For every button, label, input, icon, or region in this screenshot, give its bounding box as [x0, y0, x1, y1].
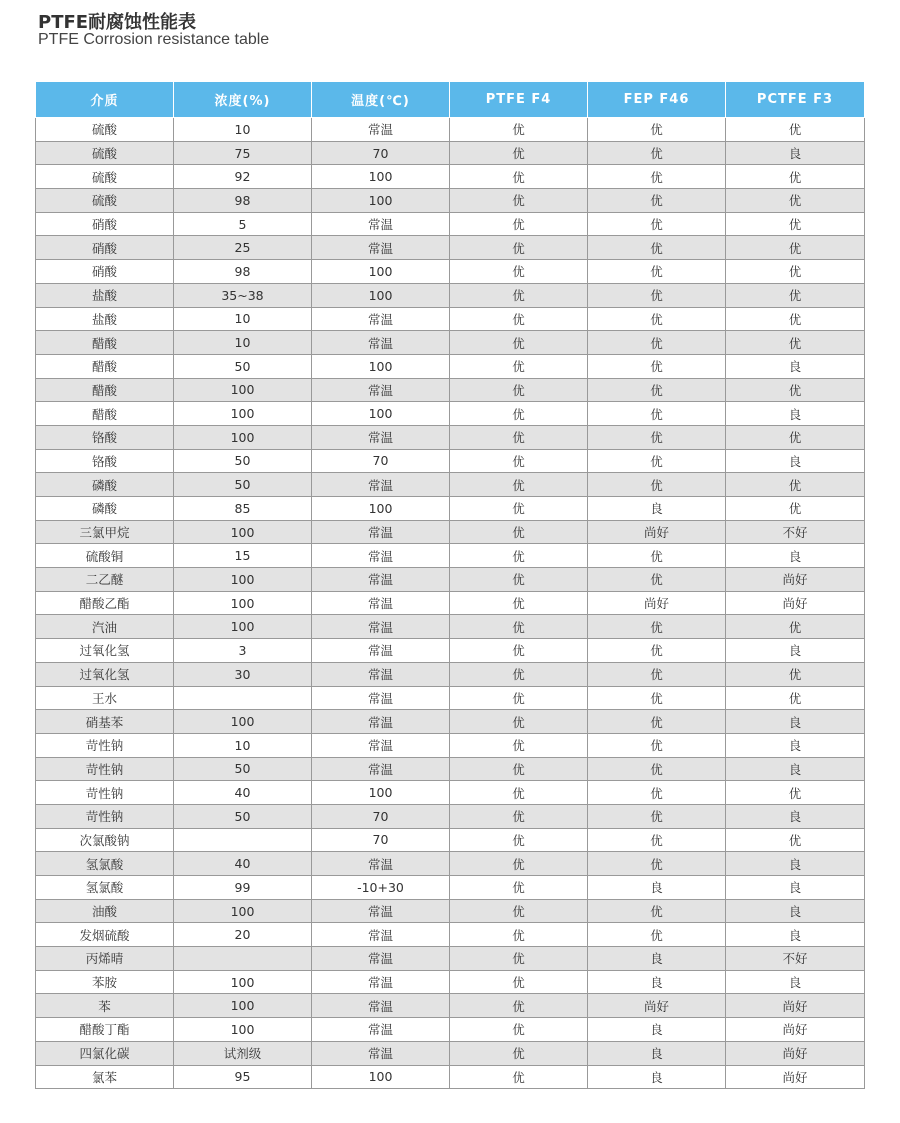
table-row — [36, 947, 865, 971]
cell-fep-f46: 优 — [588, 852, 726, 876]
cell-concentration: 40 — [174, 781, 312, 805]
cell-ptfe-f4: 优 — [450, 615, 588, 639]
cell-ptfe-f4: 优 — [450, 354, 588, 378]
cell-ptfe-f4: 优 — [450, 212, 588, 236]
cell-ptfe-f4: 优 — [450, 520, 588, 544]
cell-ptfe-f4: 优 — [450, 544, 588, 568]
cell-pctfe-f3: 良 — [726, 544, 865, 568]
cell-pctfe-f3: 良 — [726, 804, 865, 828]
cell-concentration: 85 — [174, 497, 312, 521]
cell-ptfe-f4: 优 — [450, 449, 588, 473]
cell-temperature: 常温 — [312, 236, 450, 260]
cell-temperature: 常温 — [312, 1018, 450, 1042]
cell-medium: 发烟硫酸 — [36, 923, 174, 947]
header-concentration: 浓度(%) — [174, 82, 312, 118]
cell-pctfe-f3: 尚好 — [726, 568, 865, 592]
cell-concentration — [174, 828, 312, 852]
cell-pctfe-f3: 优 — [726, 615, 865, 639]
cell-pctfe-f3: 优 — [726, 165, 865, 189]
cell-temperature: 常温 — [312, 923, 450, 947]
cell-ptfe-f4: 优 — [450, 710, 588, 734]
cell-temperature: -10+30 — [312, 876, 450, 900]
cell-temperature: 常温 — [312, 733, 450, 757]
cell-temperature: 常温 — [312, 994, 450, 1018]
cell-ptfe-f4: 优 — [450, 852, 588, 876]
cell-ptfe-f4: 优 — [450, 118, 588, 142]
cell-ptfe-f4: 优 — [450, 497, 588, 521]
cell-medium: 醋酸丁酯 — [36, 1018, 174, 1042]
cell-concentration: 100 — [174, 378, 312, 402]
cell-pctfe-f3: 良 — [726, 354, 865, 378]
page-title: PTFE耐腐蚀性能表 — [38, 12, 197, 33]
cell-pctfe-f3: 尚好 — [726, 1041, 865, 1065]
cell-concentration: 50 — [174, 354, 312, 378]
cell-temperature: 常温 — [312, 307, 450, 331]
table-body — [36, 118, 865, 1089]
cell-temperature: 常温 — [312, 639, 450, 663]
cell-fep-f46: 良 — [588, 1041, 726, 1065]
cell-ptfe-f4: 优 — [450, 1065, 588, 1089]
cell-pctfe-f3: 不好 — [726, 947, 865, 971]
cell-fep-f46: 优 — [588, 425, 726, 449]
cell-medium: 苛性钠 — [36, 733, 174, 757]
cell-ptfe-f4: 优 — [450, 733, 588, 757]
table-row — [36, 331, 865, 355]
cell-fep-f46: 良 — [588, 1018, 726, 1042]
cell-concentration: 100 — [174, 970, 312, 994]
table-row — [36, 260, 865, 284]
cell-temperature: 100 — [312, 354, 450, 378]
cell-pctfe-f3: 尚好 — [726, 1018, 865, 1042]
cell-ptfe-f4: 优 — [450, 283, 588, 307]
cell-medium: 硝酸 — [36, 236, 174, 260]
table-row — [36, 118, 865, 142]
table-row — [36, 639, 865, 663]
cell-ptfe-f4: 优 — [450, 568, 588, 592]
cell-temperature: 常温 — [312, 970, 450, 994]
cell-temperature: 常温 — [312, 757, 450, 781]
cell-pctfe-f3: 良 — [726, 710, 865, 734]
cell-ptfe-f4: 优 — [450, 331, 588, 355]
table-row — [36, 354, 865, 378]
cell-concentration: 95 — [174, 1065, 312, 1089]
cell-pctfe-f3: 优 — [726, 378, 865, 402]
cell-medium: 硝基苯 — [36, 710, 174, 734]
cell-pctfe-f3: 优 — [726, 662, 865, 686]
cell-fep-f46: 优 — [588, 165, 726, 189]
cell-concentration: 100 — [174, 520, 312, 544]
header-ptfe-f4: PTFE F4 — [450, 82, 588, 118]
cell-medium: 磷酸 — [36, 473, 174, 497]
header-temperature: 温度(℃) — [312, 82, 450, 118]
cell-medium: 过氧化氢 — [36, 662, 174, 686]
cell-pctfe-f3: 优 — [726, 118, 865, 142]
cell-medium: 苛性钠 — [36, 804, 174, 828]
cell-concentration: 50 — [174, 757, 312, 781]
table-row — [36, 1065, 865, 1089]
cell-concentration: 30 — [174, 662, 312, 686]
header-pctfe-f3: PCTFE F3 — [726, 82, 865, 118]
table-row — [36, 757, 865, 781]
cell-temperature: 常温 — [312, 1041, 450, 1065]
table-row — [36, 497, 865, 521]
cell-ptfe-f4: 优 — [450, 970, 588, 994]
cell-pctfe-f3: 良 — [726, 402, 865, 426]
table-row — [36, 473, 865, 497]
table-row — [36, 283, 865, 307]
table-row — [36, 876, 865, 900]
cell-medium: 苛性钠 — [36, 757, 174, 781]
cell-fep-f46: 尚好 — [588, 591, 726, 615]
cell-concentration: 100 — [174, 591, 312, 615]
cell-ptfe-f4: 优 — [450, 591, 588, 615]
cell-fep-f46: 优 — [588, 283, 726, 307]
header-medium: 介质 — [36, 82, 174, 118]
cell-pctfe-f3: 优 — [726, 781, 865, 805]
table-row — [36, 591, 865, 615]
cell-fep-f46: 优 — [588, 236, 726, 260]
table-row — [36, 402, 865, 426]
table-row — [36, 1018, 865, 1042]
table-row — [36, 852, 865, 876]
cell-ptfe-f4: 优 — [450, 686, 588, 710]
cell-fep-f46: 优 — [588, 544, 726, 568]
cell-concentration: 100 — [174, 425, 312, 449]
cell-concentration: 100 — [174, 615, 312, 639]
cell-ptfe-f4: 优 — [450, 141, 588, 165]
cell-pctfe-f3: 优 — [726, 283, 865, 307]
cell-ptfe-f4: 优 — [450, 639, 588, 663]
table-row — [36, 804, 865, 828]
cell-temperature: 常温 — [312, 568, 450, 592]
cell-fep-f46: 优 — [588, 757, 726, 781]
cell-ptfe-f4: 优 — [450, 165, 588, 189]
cell-fep-f46: 优 — [588, 118, 726, 142]
cell-ptfe-f4: 优 — [450, 757, 588, 781]
table-row — [36, 425, 865, 449]
cell-concentration: 98 — [174, 260, 312, 284]
cell-fep-f46: 优 — [588, 639, 726, 663]
cell-medium: 铬酸 — [36, 449, 174, 473]
cell-pctfe-f3: 良 — [726, 639, 865, 663]
cell-temperature: 常温 — [312, 212, 450, 236]
cell-medium: 盐酸 — [36, 283, 174, 307]
cell-concentration: 5 — [174, 212, 312, 236]
cell-ptfe-f4: 优 — [450, 923, 588, 947]
cell-concentration: 50 — [174, 449, 312, 473]
table-row — [36, 662, 865, 686]
cell-pctfe-f3: 良 — [726, 970, 865, 994]
cell-ptfe-f4: 优 — [450, 425, 588, 449]
cell-pctfe-f3: 尚好 — [726, 1065, 865, 1089]
cell-concentration: 试剂级 — [174, 1041, 312, 1065]
cell-pctfe-f3: 优 — [726, 212, 865, 236]
cell-temperature: 常温 — [312, 662, 450, 686]
table-row — [36, 994, 865, 1018]
cell-ptfe-f4: 优 — [450, 473, 588, 497]
cell-pctfe-f3: 优 — [726, 828, 865, 852]
cell-medium: 苯 — [36, 994, 174, 1018]
cell-ptfe-f4: 优 — [450, 994, 588, 1018]
cell-temperature: 100 — [312, 283, 450, 307]
cell-pctfe-f3: 优 — [726, 425, 865, 449]
cell-concentration: 50 — [174, 473, 312, 497]
cell-fep-f46: 优 — [588, 402, 726, 426]
cell-concentration: 100 — [174, 402, 312, 426]
cell-temperature: 常温 — [312, 473, 450, 497]
cell-medium: 过氧化氢 — [36, 639, 174, 663]
cell-medium: 磷酸 — [36, 497, 174, 521]
cell-medium: 氢氯酸 — [36, 852, 174, 876]
cell-medium: 油酸 — [36, 899, 174, 923]
cell-concentration: 10 — [174, 733, 312, 757]
cell-pctfe-f3: 良 — [726, 923, 865, 947]
table-row — [36, 378, 865, 402]
cell-ptfe-f4: 优 — [450, 378, 588, 402]
cell-concentration — [174, 686, 312, 710]
cell-temperature: 常温 — [312, 591, 450, 615]
table-row — [36, 307, 865, 331]
cell-concentration: 20 — [174, 923, 312, 947]
cell-medium: 丙烯晴 — [36, 947, 174, 971]
cell-ptfe-f4: 优 — [450, 876, 588, 900]
cell-medium: 硝酸 — [36, 212, 174, 236]
cell-medium: 汽油 — [36, 615, 174, 639]
cell-medium: 硫酸铜 — [36, 544, 174, 568]
cell-concentration: 10 — [174, 307, 312, 331]
cell-concentration: 100 — [174, 1018, 312, 1042]
cell-fep-f46: 优 — [588, 354, 726, 378]
table-row — [36, 1041, 865, 1065]
cell-ptfe-f4: 优 — [450, 804, 588, 828]
cell-pctfe-f3: 良 — [726, 141, 865, 165]
cell-temperature: 70 — [312, 449, 450, 473]
table-row — [36, 733, 865, 757]
cell-concentration: 75 — [174, 141, 312, 165]
cell-fep-f46: 尚好 — [588, 994, 726, 1018]
cell-temperature: 常温 — [312, 378, 450, 402]
cell-fep-f46: 良 — [588, 497, 726, 521]
cell-ptfe-f4: 优 — [450, 307, 588, 331]
cell-temperature: 常温 — [312, 544, 450, 568]
cell-medium: 苯胺 — [36, 970, 174, 994]
table-row — [36, 828, 865, 852]
cell-pctfe-f3: 尚好 — [726, 591, 865, 615]
table-row — [36, 141, 865, 165]
cell-fep-f46: 优 — [588, 781, 726, 805]
cell-pctfe-f3: 尚好 — [726, 994, 865, 1018]
table-row — [36, 970, 865, 994]
cell-pctfe-f3: 优 — [726, 189, 865, 213]
cell-fep-f46: 优 — [588, 141, 726, 165]
cell-concentration: 100 — [174, 710, 312, 734]
table-header-row — [36, 82, 865, 118]
cell-medium: 铬酸 — [36, 425, 174, 449]
cell-temperature: 70 — [312, 828, 450, 852]
cell-fep-f46: 良 — [588, 1065, 726, 1089]
cell-medium: 硫酸 — [36, 189, 174, 213]
cell-concentration: 3 — [174, 639, 312, 663]
table-row — [36, 923, 865, 947]
cell-concentration: 15 — [174, 544, 312, 568]
cell-temperature: 100 — [312, 402, 450, 426]
cell-temperature: 100 — [312, 189, 450, 213]
cell-pctfe-f3: 不好 — [726, 520, 865, 544]
cell-temperature: 100 — [312, 497, 450, 521]
cell-pctfe-f3: 优 — [726, 236, 865, 260]
table-row — [36, 212, 865, 236]
cell-temperature: 70 — [312, 141, 450, 165]
cell-fep-f46: 良 — [588, 947, 726, 971]
cell-fep-f46: 优 — [588, 923, 726, 947]
cell-medium: 氯苯 — [36, 1065, 174, 1089]
cell-pctfe-f3: 优 — [726, 331, 865, 355]
cell-pctfe-f3: 优 — [726, 686, 865, 710]
cell-concentration: 40 — [174, 852, 312, 876]
cell-ptfe-f4: 优 — [450, 260, 588, 284]
cell-medium: 醋酸 — [36, 402, 174, 426]
cell-medium: 四氯化碳 — [36, 1041, 174, 1065]
cell-fep-f46: 优 — [588, 378, 726, 402]
cell-pctfe-f3: 优 — [726, 497, 865, 521]
table-row — [36, 520, 865, 544]
cell-fep-f46: 优 — [588, 189, 726, 213]
cell-concentration — [174, 947, 312, 971]
cell-ptfe-f4: 优 — [450, 947, 588, 971]
cell-ptfe-f4: 优 — [450, 781, 588, 805]
cell-fep-f46: 优 — [588, 710, 726, 734]
cell-fep-f46: 优 — [588, 331, 726, 355]
page-subtitle: PTFE Corrosion resistance table — [38, 31, 270, 48]
cell-temperature: 常温 — [312, 852, 450, 876]
cell-ptfe-f4: 优 — [450, 899, 588, 923]
cell-concentration: 10 — [174, 331, 312, 355]
cell-medium: 三氯甲烷 — [36, 520, 174, 544]
table-row — [36, 686, 865, 710]
cell-fep-f46: 尚好 — [588, 520, 726, 544]
cell-medium: 硫酸 — [36, 118, 174, 142]
cell-ptfe-f4: 优 — [450, 662, 588, 686]
cell-fep-f46: 优 — [588, 662, 726, 686]
cell-fep-f46: 优 — [588, 733, 726, 757]
cell-fep-f46: 优 — [588, 568, 726, 592]
table-row — [36, 189, 865, 213]
cell-fep-f46: 优 — [588, 260, 726, 284]
cell-concentration: 100 — [174, 994, 312, 1018]
table-row — [36, 710, 865, 734]
table-row — [36, 236, 865, 260]
cell-fep-f46: 优 — [588, 899, 726, 923]
cell-temperature: 100 — [312, 781, 450, 805]
cell-temperature: 常温 — [312, 331, 450, 355]
cell-temperature: 70 — [312, 804, 450, 828]
cell-medium: 醋酸 — [36, 331, 174, 355]
cell-ptfe-f4: 优 — [450, 828, 588, 852]
cell-medium: 醋酸乙酯 — [36, 591, 174, 615]
cell-fep-f46: 优 — [588, 686, 726, 710]
cell-ptfe-f4: 优 — [450, 1041, 588, 1065]
cell-temperature: 常温 — [312, 615, 450, 639]
cell-temperature: 100 — [312, 260, 450, 284]
cell-temperature: 常温 — [312, 520, 450, 544]
table-row — [36, 165, 865, 189]
cell-temperature: 常温 — [312, 710, 450, 734]
cell-concentration: 98 — [174, 189, 312, 213]
cell-medium: 硫酸 — [36, 141, 174, 165]
cell-temperature: 100 — [312, 165, 450, 189]
cell-concentration: 100 — [174, 568, 312, 592]
cell-pctfe-f3: 优 — [726, 260, 865, 284]
table-row — [36, 568, 865, 592]
corrosion-resistance-table — [35, 81, 865, 1089]
cell-fep-f46: 优 — [588, 307, 726, 331]
cell-pctfe-f3: 良 — [726, 733, 865, 757]
cell-fep-f46: 优 — [588, 473, 726, 497]
cell-medium: 王水 — [36, 686, 174, 710]
cell-concentration: 100 — [174, 899, 312, 923]
cell-fep-f46: 良 — [588, 876, 726, 900]
cell-concentration: 25 — [174, 236, 312, 260]
cell-concentration: 35~38 — [174, 283, 312, 307]
cell-temperature: 常温 — [312, 686, 450, 710]
cell-ptfe-f4: 优 — [450, 189, 588, 213]
cell-fep-f46: 良 — [588, 970, 726, 994]
cell-medium: 苛性钠 — [36, 781, 174, 805]
cell-pctfe-f3: 良 — [726, 449, 865, 473]
cell-fep-f46: 优 — [588, 449, 726, 473]
cell-ptfe-f4: 优 — [450, 402, 588, 426]
table-row — [36, 781, 865, 805]
cell-temperature: 常温 — [312, 947, 450, 971]
table-row — [36, 615, 865, 639]
cell-fep-f46: 优 — [588, 615, 726, 639]
table-row — [36, 899, 865, 923]
cell-medium: 盐酸 — [36, 307, 174, 331]
cell-pctfe-f3: 优 — [726, 473, 865, 497]
cell-medium: 醋酸 — [36, 354, 174, 378]
cell-medium: 硫酸 — [36, 165, 174, 189]
table-row — [36, 449, 865, 473]
cell-pctfe-f3: 良 — [726, 876, 865, 900]
header-fep-f46: FEP F46 — [588, 82, 726, 118]
cell-pctfe-f3: 优 — [726, 307, 865, 331]
cell-medium: 次氯酸钠 — [36, 828, 174, 852]
cell-temperature: 常温 — [312, 118, 450, 142]
cell-medium: 醋酸 — [36, 378, 174, 402]
cell-temperature: 100 — [312, 1065, 450, 1089]
cell-temperature: 常温 — [312, 899, 450, 923]
cell-concentration: 50 — [174, 804, 312, 828]
cell-pctfe-f3: 良 — [726, 757, 865, 781]
cell-fep-f46: 优 — [588, 212, 726, 236]
cell-medium: 硝酸 — [36, 260, 174, 284]
cell-medium: 氢氯酸 — [36, 876, 174, 900]
cell-pctfe-f3: 良 — [726, 852, 865, 876]
cell-concentration: 10 — [174, 118, 312, 142]
cell-medium: 二乙醚 — [36, 568, 174, 592]
cell-ptfe-f4: 优 — [450, 236, 588, 260]
table-row — [36, 544, 865, 568]
cell-pctfe-f3: 良 — [726, 899, 865, 923]
cell-concentration: 92 — [174, 165, 312, 189]
cell-fep-f46: 优 — [588, 828, 726, 852]
cell-ptfe-f4: 优 — [450, 1018, 588, 1042]
cell-fep-f46: 优 — [588, 804, 726, 828]
cell-temperature: 常温 — [312, 425, 450, 449]
cell-concentration: 99 — [174, 876, 312, 900]
